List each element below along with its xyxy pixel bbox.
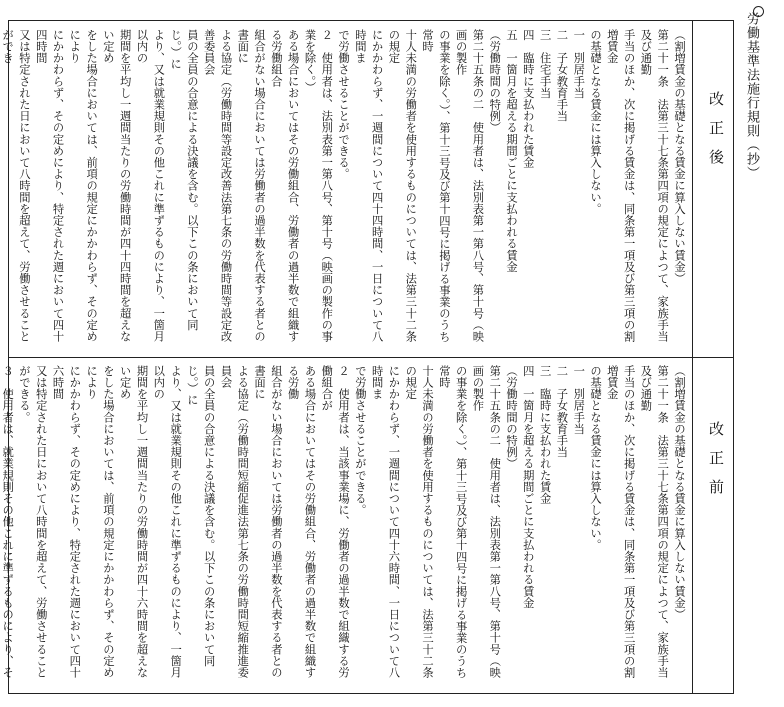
text-line: 三 住宅手当 <box>538 29 552 99</box>
text-line: 員の全員の合意による決議を含む。以下この条において同じ。）に <box>169 29 199 331</box>
text-line: の基礎となる賃金には算入しない。 <box>589 365 603 551</box>
text-line: （割増賃金の基礎となる賃金に算入しない賃金） <box>673 365 686 621</box>
text-line: （労働時間の特例） <box>488 29 502 134</box>
text-line: 期間を平均し一週間当たりの労働時間が四十四時間を超えない定め <box>101 29 132 343</box>
text-line: の事業を除く。）、第十三号及び第十四号に掲げる事業のうち常時 <box>421 29 451 343</box>
text-line: 第二十五条の二 使用者は、法別表第一第八号、第十号（映画の製作 <box>471 365 502 679</box>
amended-text-block <box>1 29 687 351</box>
text-line: 二 子女教育手当 <box>555 365 569 458</box>
text-line: で労働させることができる。 <box>353 365 367 516</box>
row-divider <box>9 357 733 358</box>
text-line: 又は特定された日において八時間を超えて、労働させることができる。 <box>17 365 48 679</box>
text-line: ある場合においてはその労働組合、労働者の過半数で組織する労働組合 <box>269 29 300 343</box>
text-line: 五 一箇月を超える期間ごとに支払われる賃金 <box>505 29 519 273</box>
text-line: の基礎となる賃金には算入しない。 <box>589 29 603 215</box>
text-line: 第二十一条 法第三十七条第四項の規定によつて、家族手当及び通勤 <box>639 365 670 679</box>
text-line: 一 別居手当 <box>572 29 586 99</box>
text-line: をした場合においては、前項の規定にかかわらず、その定めにより <box>85 365 115 679</box>
text-line: をした場合においては、前項の規定にかかわらず、その定めにより <box>68 29 99 343</box>
section-title-before: 改正前 <box>707 421 725 508</box>
text-line: より、又は就業規則その他これに準ずるものにより、一箇月以内の <box>135 29 166 343</box>
text-line: 三 臨時に支払われた賃金 <box>538 365 552 505</box>
text-line: ある場合においてはその労働組合、労働者の過半数で組織する労働 <box>286 365 317 679</box>
text-line: 員の全員の合意による決議を含む。以下この条において同じ。）に <box>185 365 216 667</box>
text-line: にかかわらず、その定めにより、特定された週において四十六時間 <box>51 365 82 679</box>
section-title-after: 改正後 <box>707 91 725 178</box>
text-line: 手当のほか、次に掲げる賃金は、同条第一項及び第三項の割増賃金 <box>605 365 636 679</box>
text-line: にかかわらず、一週間について四十四時間、一日について八時間ま <box>353 29 384 343</box>
text-line: ３ 使用者は、就業規則その他これに準ずるものにより、そ <box>1 365 15 679</box>
text-line: よる協定（労働時間等設定改善法第七条の労働時間等設定改善委員会 <box>202 29 233 343</box>
text-line: （労働時間の特例） <box>505 365 519 470</box>
text-line: 手当のほか、次に掲げる賃金は、同条第一項及び第三項の割増賃金 <box>605 29 636 343</box>
text-line: 又は特定された日において八時間を超えて、労働させることができ <box>1 29 31 343</box>
text-line: ２ 使用者は、当該事業場に、労働者の過半数で組織する労働組合が <box>320 365 351 679</box>
text-line: で労働させることができる。 <box>337 29 351 180</box>
comparison-table <box>1 20 734 694</box>
text-line: （割増賃金の基礎となる賃金に算入しない賃金） <box>673 29 686 285</box>
original-text-block <box>1 365 687 687</box>
text-line: 組合がない場合においては労働者の過半数を代表する者との書面に <box>253 365 283 679</box>
text-line: 二 子女教育手当 <box>555 29 569 122</box>
text-line: 第二十一条 法第三十七条第四項の規定によつて、家族手当及び通勤 <box>639 29 670 343</box>
text-line: にかかわらず、その定めにより、特定された週において四十四時間 <box>34 29 65 343</box>
running-head: 労働基準法施行規則（抄） <box>744 12 759 180</box>
text-line: 一 別居手当 <box>572 365 586 435</box>
text-line: 四 一箇月を超える期間ごとに支払われる賃金 <box>521 365 535 609</box>
text-line: 第二十五条の二 使用者は、法別表第一第八号、第十号（映画の製作 <box>454 29 485 343</box>
text-line: ２ 使用者は、法別表第一第八号、第十号（映画の製作の事業を除く。） <box>303 29 334 343</box>
text-line: 四 臨時に支払われた賃金 <box>521 29 535 169</box>
text-line: 組合がない場合においては労働者の過半数を代表する者との書面に <box>236 29 267 343</box>
text-line: 期間を平均し一週間当たりの労働時間が四十六時間を超えない定め <box>118 365 149 679</box>
text-line: 十人未満の労働者を使用するものについては、法第三十二条の規定 <box>387 29 418 343</box>
text-line: の事業を除く。）、第十三号及び第十四号に掲げる事業のうち常時 <box>437 365 468 679</box>
text-line: よる協定（労働時間短縮促進法第七条の労働時間短縮推進委員会 <box>219 365 250 679</box>
text-line: 十人未満の労働者を使用するものについては、法第三十二条の規定 <box>404 365 435 679</box>
text-line: より、又は就業規則その他これに準ずるものにより、一箇月以内の <box>152 365 183 679</box>
text-line: にかかわらず、一週間について四十六時間、一日について八時間ま <box>370 365 401 679</box>
